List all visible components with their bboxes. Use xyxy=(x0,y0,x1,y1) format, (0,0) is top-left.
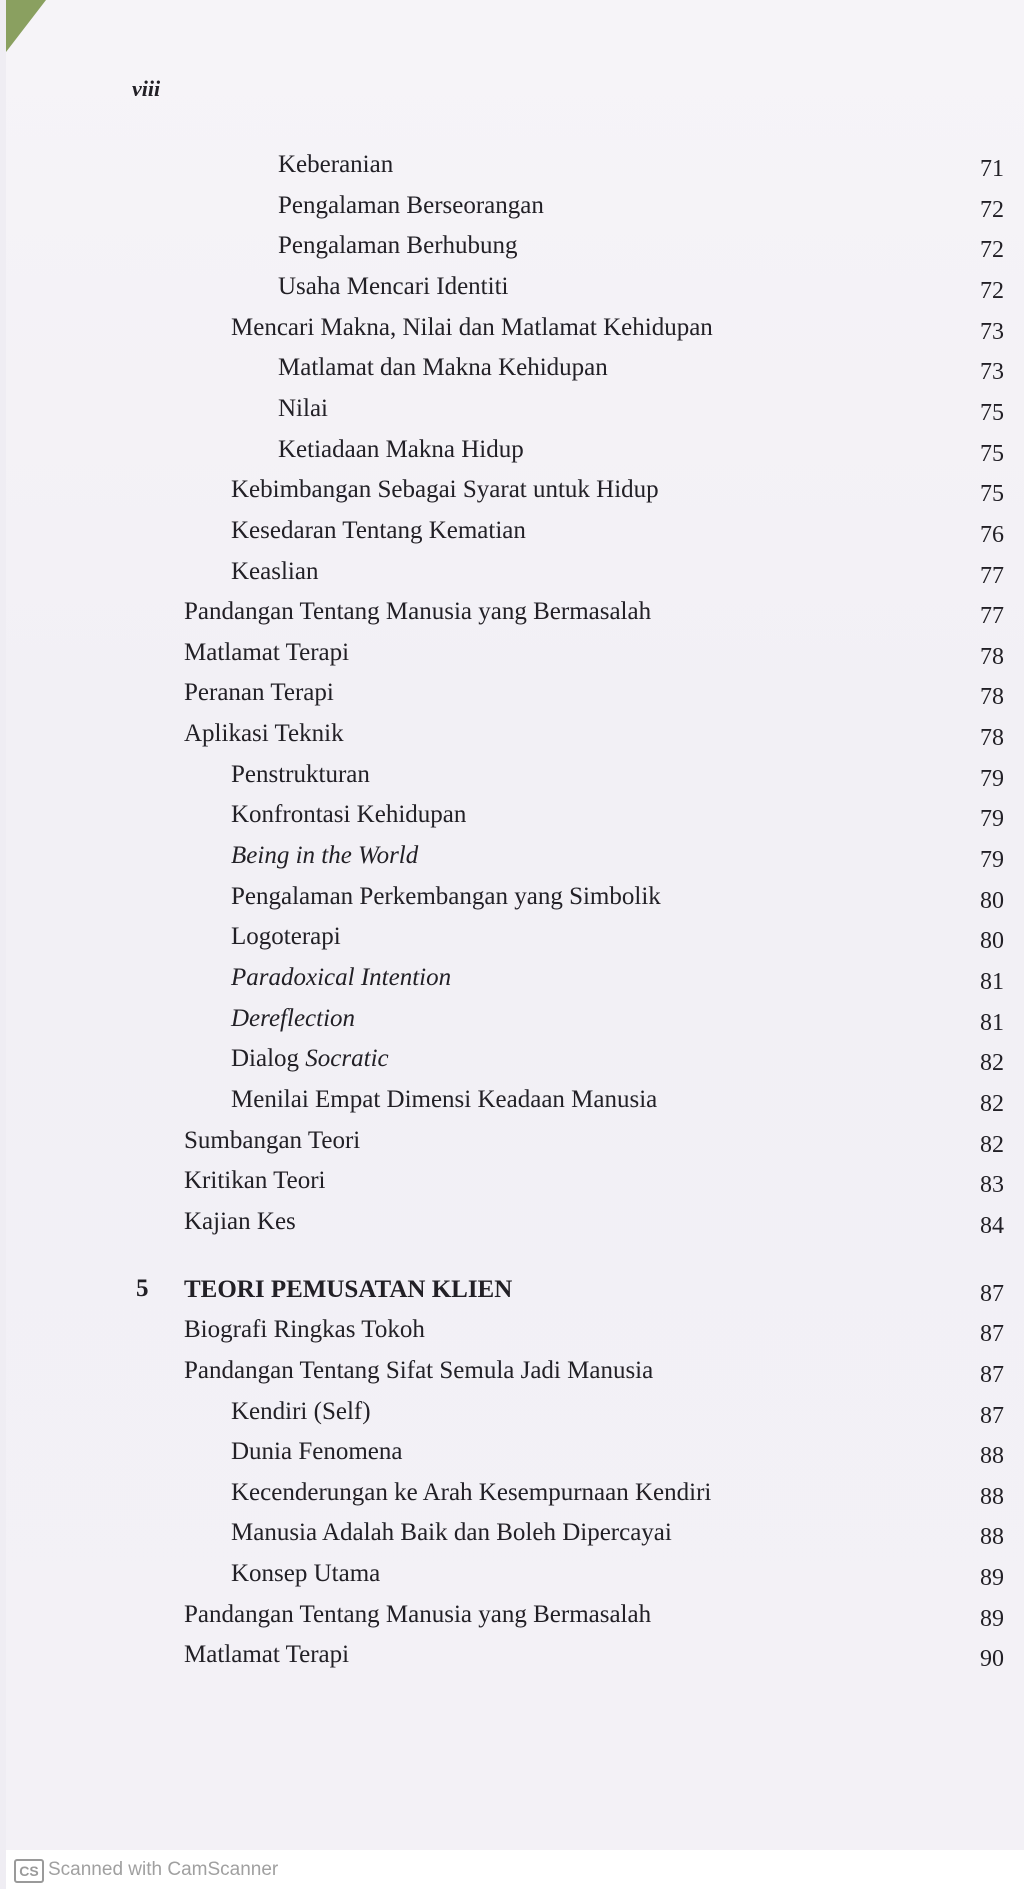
toc-entry xyxy=(6,1166,1024,1202)
toc-entry-title: Dunia Fenomena xyxy=(231,1438,403,1466)
toc-entry xyxy=(6,760,1024,796)
toc-entry-title: Konfrontasi Kehidupan xyxy=(231,801,467,829)
toc-entry-page: 82 xyxy=(980,1131,1004,1158)
toc-entry-page: 80 xyxy=(980,887,1004,914)
toc-entry-page: 75 xyxy=(980,399,1004,426)
toc-entry-page: 87 xyxy=(980,1402,1004,1429)
toc-entry xyxy=(6,1397,1024,1433)
toc-entry-title: Pengalaman Perkembangan yang Simbolik xyxy=(231,882,661,910)
toc-entry xyxy=(6,1004,1024,1040)
toc-entry-title: Pengalaman Berhubung xyxy=(278,232,518,260)
toc-entry-title: Matlamat dan Makna Kehidupan xyxy=(278,354,608,382)
camscanner-logo-icon: CS xyxy=(14,1859,44,1883)
toc-entry xyxy=(6,638,1024,674)
toc-entry-title: Pengalaman Berseorangan xyxy=(278,191,544,219)
toc-entry xyxy=(6,1207,1024,1243)
toc-entry-page: 73 xyxy=(980,359,1004,386)
toc-entry-title: Nilai xyxy=(278,394,328,422)
toc-entry-page: 88 xyxy=(980,1443,1004,1470)
toc-entry-title: Matlamat Terapi xyxy=(184,638,350,666)
toc-entry-page: 90 xyxy=(980,1646,1004,1673)
toc-entry xyxy=(6,1559,1024,1595)
toc-entry-page: 79 xyxy=(980,806,1004,833)
toc-entry xyxy=(6,1356,1024,1392)
toc-entry-title: Being in the World xyxy=(231,842,419,870)
toc-entry xyxy=(6,313,1024,349)
toc-entry-title: Keaslian xyxy=(231,557,319,585)
toc-entry xyxy=(6,963,1024,999)
toc-entry-title: Manusia Adalah Baik dan Boleh Dipercayai xyxy=(231,1519,672,1547)
toc-entry-page: 79 xyxy=(980,847,1004,874)
toc-entry-title: Kendiri (Self) xyxy=(231,1397,371,1425)
toc-entry-page: 81 xyxy=(980,1009,1004,1036)
toc-entry-page: 73 xyxy=(980,318,1004,345)
toc-entry xyxy=(6,1478,1024,1514)
toc-entry-title: Mencari Makna, Nilai dan Matlamat Kehidupan xyxy=(231,313,713,341)
toc-entry xyxy=(6,678,1024,714)
toc-entry-page: 77 xyxy=(980,562,1004,589)
toc-entry-page: 88 xyxy=(980,1483,1004,1510)
toc-entry-page: 72 xyxy=(980,196,1004,223)
toc-entry-page: 78 xyxy=(980,643,1004,670)
toc-entry-title: Ketiadaan Makna Hidup xyxy=(278,435,524,463)
toc-entry-page: 87 xyxy=(980,1321,1004,1348)
toc-entry-page: 87 xyxy=(980,1280,1004,1307)
toc-entry-title: Aplikasi Teknik xyxy=(184,720,344,748)
toc-entry-title: Penstrukturan xyxy=(231,760,370,788)
toc-entry-page: 75 xyxy=(980,440,1004,467)
toc-entry-title: Paradoxical Intention xyxy=(231,964,452,991)
toc-entry-title: Usaha Mencari Identiti xyxy=(278,272,509,300)
toc-entry xyxy=(6,191,1024,227)
toc-entry xyxy=(6,1126,1024,1162)
toc-entry-page: 82 xyxy=(980,1050,1004,1077)
toc-entry xyxy=(6,394,1024,430)
toc-entry-page: 84 xyxy=(980,1212,1004,1239)
toc-entry-title: Menilai Empat Dimensi Keadaan Manusia xyxy=(231,1085,658,1113)
toc-entry xyxy=(6,1044,1024,1080)
toc-entry-title: TEORI PEMUSATAN KLIEN xyxy=(184,1275,513,1303)
toc-entry-page: 80 xyxy=(980,928,1004,955)
toc-entry-title: Logoterapi xyxy=(231,923,341,951)
toc-entry-title: Pandangan Tentang Manusia yang Bermasalah xyxy=(184,598,652,626)
toc-entry xyxy=(6,841,1024,877)
toc-entry-title: Pandangan Tentang Manusia yang Bermasalah xyxy=(184,1600,652,1628)
toc-entry-title: Pandangan Tentang Sifat Semula Jadi Manusia xyxy=(184,1356,654,1384)
toc-entry-page: 89 xyxy=(980,1605,1004,1632)
toc-entry-page: 78 xyxy=(980,725,1004,752)
toc-entry-page: 87 xyxy=(980,1361,1004,1388)
toc-entry xyxy=(6,1600,1024,1636)
toc-entry xyxy=(6,353,1024,389)
toc-entry xyxy=(6,1085,1024,1121)
toc-entry-page: 89 xyxy=(980,1565,1004,1592)
toc-entry xyxy=(6,272,1024,308)
page-number: viii xyxy=(132,76,161,101)
toc-entry xyxy=(6,475,1024,511)
toc-entry-page: 82 xyxy=(980,1090,1004,1117)
toc-entry xyxy=(6,1437,1024,1473)
toc-entry xyxy=(6,516,1024,552)
toc-entry xyxy=(6,1640,1024,1676)
toc-entry xyxy=(6,435,1024,471)
toc-entry xyxy=(6,719,1024,755)
toc-entry-page: 75 xyxy=(980,481,1004,508)
toc-entry xyxy=(6,231,1024,267)
toc-entry-page: 83 xyxy=(980,1172,1004,1199)
toc-entry xyxy=(6,597,1024,633)
toc-entry-title: Matlamat Terapi xyxy=(184,1641,350,1669)
toc-entry-title: Peranan Terapi xyxy=(184,679,334,707)
toc-entry-title: Kebimbangan Sebagai Syarat untuk Hidup xyxy=(231,476,659,504)
toc-entry-title: Sumbangan Teori xyxy=(184,1126,361,1154)
scanner-footer xyxy=(6,1850,1024,1889)
toc-entry-title: Biografi Ringkas Tokoh xyxy=(184,1316,425,1344)
toc-entry-page: 77 xyxy=(980,603,1004,630)
toc-entry-page: 71 xyxy=(980,156,1004,182)
toc-entry-title: Konsep Utama xyxy=(231,1560,381,1588)
toc-entry xyxy=(6,557,1024,593)
toc-entry xyxy=(6,1518,1024,1554)
toc-chapter-heading xyxy=(6,1275,1024,1311)
toc-entry-page: 72 xyxy=(980,277,1004,304)
toc-entry-page: 79 xyxy=(980,765,1004,792)
toc-entry-title: Kritikan Teori xyxy=(184,1167,326,1195)
scanner-watermark: Scanned with CamScanner xyxy=(48,1859,279,1880)
toc-entry xyxy=(6,1315,1024,1351)
page-corner-decoration xyxy=(6,0,46,52)
toc-entry-title: Keberanian xyxy=(278,151,394,178)
toc-entry-title: Kecenderungan ke Arah Kesempurnaan Kendiri xyxy=(231,1478,712,1506)
toc-entry-page: 81 xyxy=(980,969,1004,995)
toc-entry-title: Dialog Socratic xyxy=(231,1045,389,1073)
toc-entry-page: 72 xyxy=(980,237,1004,264)
toc-entry xyxy=(6,922,1024,958)
toc-entry-page: 88 xyxy=(980,1524,1004,1551)
toc-entry-title: Dereflection xyxy=(231,1004,356,1032)
book-page xyxy=(6,0,1024,1850)
toc-entry-page: 76 xyxy=(980,521,1004,548)
toc-entry xyxy=(6,150,1024,186)
toc-entry-title: Kajian Kes xyxy=(184,1207,296,1235)
toc-entry xyxy=(6,800,1024,836)
toc-chapter-number: 5 xyxy=(136,1274,149,1302)
toc-entry-page: 78 xyxy=(980,684,1004,711)
toc-entry xyxy=(6,882,1024,918)
toc-entry-title: Kesedaran Tentang Kematian xyxy=(231,516,526,544)
